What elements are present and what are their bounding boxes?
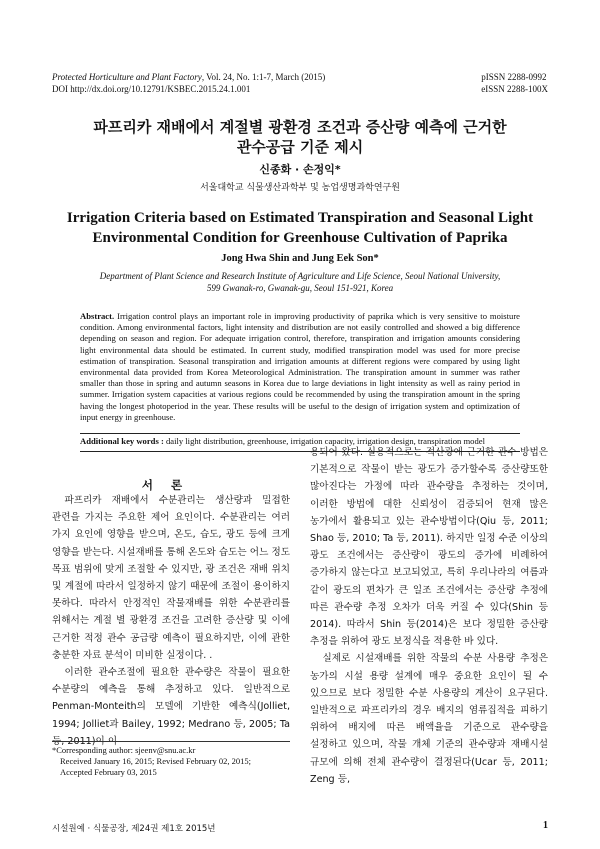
english-title (40, 208, 560, 248)
english-authors: Jong Hwa Shin and Jung Eek Son* (221, 253, 379, 264)
abstract (80, 311, 520, 423)
body-paragraph: 파프리카 재배에서 수분관리는 생산량과 밀접한 관련을 가지는 주요한 제어 요인이다. 수분관리는 여러 가지 요인에 영향을 받으며, 온도, 습도, 광도 등에 크게 영향을 받는다. 시설재배를 통해 온도와 습도는 어느 정도 목표 범위에 맞게 조절할 수 있지만, 광 조건은 재배 위치 및 계절에 따라서 일정하지 않기 때문에 조절이 용이하지 못하다. 따라서 안정적인 작물재배를 위한 수분관리를 위해서는 계절 별 광환경 조건을 고려한 증산량 및 이에 근거한 적정 관수 공급량 예측이 필요하지만, 이에 관한 충분한 자료 분석이 미비한 실정이다. . (52, 495, 290, 661)
english-affiliation-line1: Department of Plant Science and Research Institute of Agriculture and Life Science, Seoul National University, (99, 271, 501, 281)
journal-volume: , Vol. 24, No. 1:1-7, March (2015) (201, 72, 326, 82)
korean-title-line2: 관수공급 기준 제시 (236, 138, 364, 156)
english-affiliation-line2: 599 Gwanak-ro, Gwanak-gu, Seoul 151-921, Korea (206, 283, 394, 293)
pissn: pISSN 2288-0992 (481, 72, 547, 82)
footnote-divider (52, 741, 290, 742)
body-paragraph: 이러한 관수조절에 필요한 관수량은 작물이 필요한 수분량의 예측을 통해 추정하고 있다. 일반적으로 Penman-Monteith의 모델에 기반한 예측식(Jolliet, 1994; Jolliet과 Bailey, 1992; Medrano 등, 2005; Ta 등, 2011)이 이 (52, 667, 290, 747)
body-right-column (310, 444, 548, 788)
abstract-label: Abstract. (80, 311, 115, 321)
page-number: 1 (543, 820, 548, 831)
english-affiliation (40, 270, 560, 294)
korean-affiliation: 서울대학교 식물생산과학부 및 농업생명과학연구원 (200, 183, 400, 193)
footnote (52, 745, 290, 779)
english-title-line1: Irrigation Criteria based on Estimated Transpiration and Seasonal Light (66, 210, 534, 226)
body-left-column (52, 492, 290, 750)
journal-citation (52, 71, 325, 83)
body-paragraph: 실제로 시설재배를 위한 작물의 수분 사용량 추정은 농가의 시설 용량 설계에 매우 중요한 요인이 될 수 있으므로 보다 정밀한 수분 사용량의 계산이 요구된다. 일반적으로 파프리카의 경우 배지의 염류집적을 피하기 위하여 배지에 따른 배액율을 기준으로 관수량을 설정하고 있으며, 작물 개체 기준의 관수량과 재배시설 규모에 의해 전체 관수량이 결정된다(Ucar 등, 2011; Zeng 등, (310, 653, 548, 785)
corresponding-author: *Corresponding author: sjeenv@snu.ac.kr (52, 745, 196, 755)
korean-title-line1: 파프리카 재배에서 계절별 광환경 조건과 증산량 예측에 근거한 (93, 118, 507, 136)
journal-name: Protected Horticulture and Plant Factory (52, 72, 202, 82)
footer-journal-issue: 시설원예 · 식물공장, 제24권 제1호 2015년 (52, 824, 216, 834)
received-dates: Received January 16, 2015; Revised February 02, 2015; (60, 756, 251, 767)
korean-title (40, 117, 560, 157)
section-heading: 서론 (141, 478, 201, 492)
keywords-top-divider (80, 433, 520, 434)
abstract-text: Irrigation control plays an important role in improving productivity of paprika which is very sensitive to moisture condition. Among environmental factors, light intensity and distribution are not easily controlled and showed a big difference depending on season and region. For adequate irrigation control, therefore, transpiration and irrigation amounts considering light environmental data should be estimated. In current study, modified transpiration model was used for more precise estimation of transpiration. Seasonal transpiration and irrigation amounts at different regions were compared by using light environmental data provided from Korea Meteorological Administration. The transpiration amount in summer was rather smaller than those in spring and autumn seasons in Korea due to large deviations in light intensity as well as rainy period in summer. Irrigation system capacities at various regions could be recommended by using the transpiration amount in the spring having the longest photoperiod in the year. These results will be useful to the design of irrigation system and optimization of input energy in greenhouse. (80, 311, 520, 422)
keywords-label: Additional key words : (80, 436, 164, 446)
korean-authors: 신종화 · 손정익* (259, 163, 341, 176)
issn-block (481, 71, 548, 95)
accepted-date: Accepted February 03, 2015 (60, 767, 157, 778)
journal-header (52, 71, 325, 95)
doi-link[interactable]: DOI http://dx.doi.org/10.12791/KSBEC.2015.24.1.001 (52, 84, 251, 94)
keywords-text: daily light distribution, greenhouse, irrigation capacity, irrigation design, transpiration model (163, 436, 485, 446)
english-title-line2: Environmental Condition for Greenhouse Cultivation of Paprika (92, 230, 508, 246)
eissn: eISSN 2288-100X (481, 84, 548, 94)
body-paragraph-continued: 용되어 왔다. 실용적으로는 적산광에 근거한 관수 방법은 기본적으로 작물이 받는 광도가 증가할수록 증산량또한 많아진다는 가정에 따라 관수량을 추정하는 것이며, 이러한 방법에 대한 신뢰성이 검증되어 현재 많은 농가에서 활용되고 있는 관수방법이다(Qiu 등, 2011; Shao 등, 2010; Ta 등, 2011). 하지만 일정 수준 이상의 광도 조건에서는 증산량이 광도의 증가에 비례하여 증가하지 않는다고 보고되었고, 특히 우리나라의 여름과 같이 광도의 편차가 큰 일조 조건에서는 증산량 추정에 따른 관수량 추정 오차가 더욱 커질 수 있다(Shin 등 2014). 따라서 Shin 등(2014)은 보다 정밀한 증산량 추정을 위하여 광도 보정식을 적용한 바 있다. (310, 447, 548, 648)
